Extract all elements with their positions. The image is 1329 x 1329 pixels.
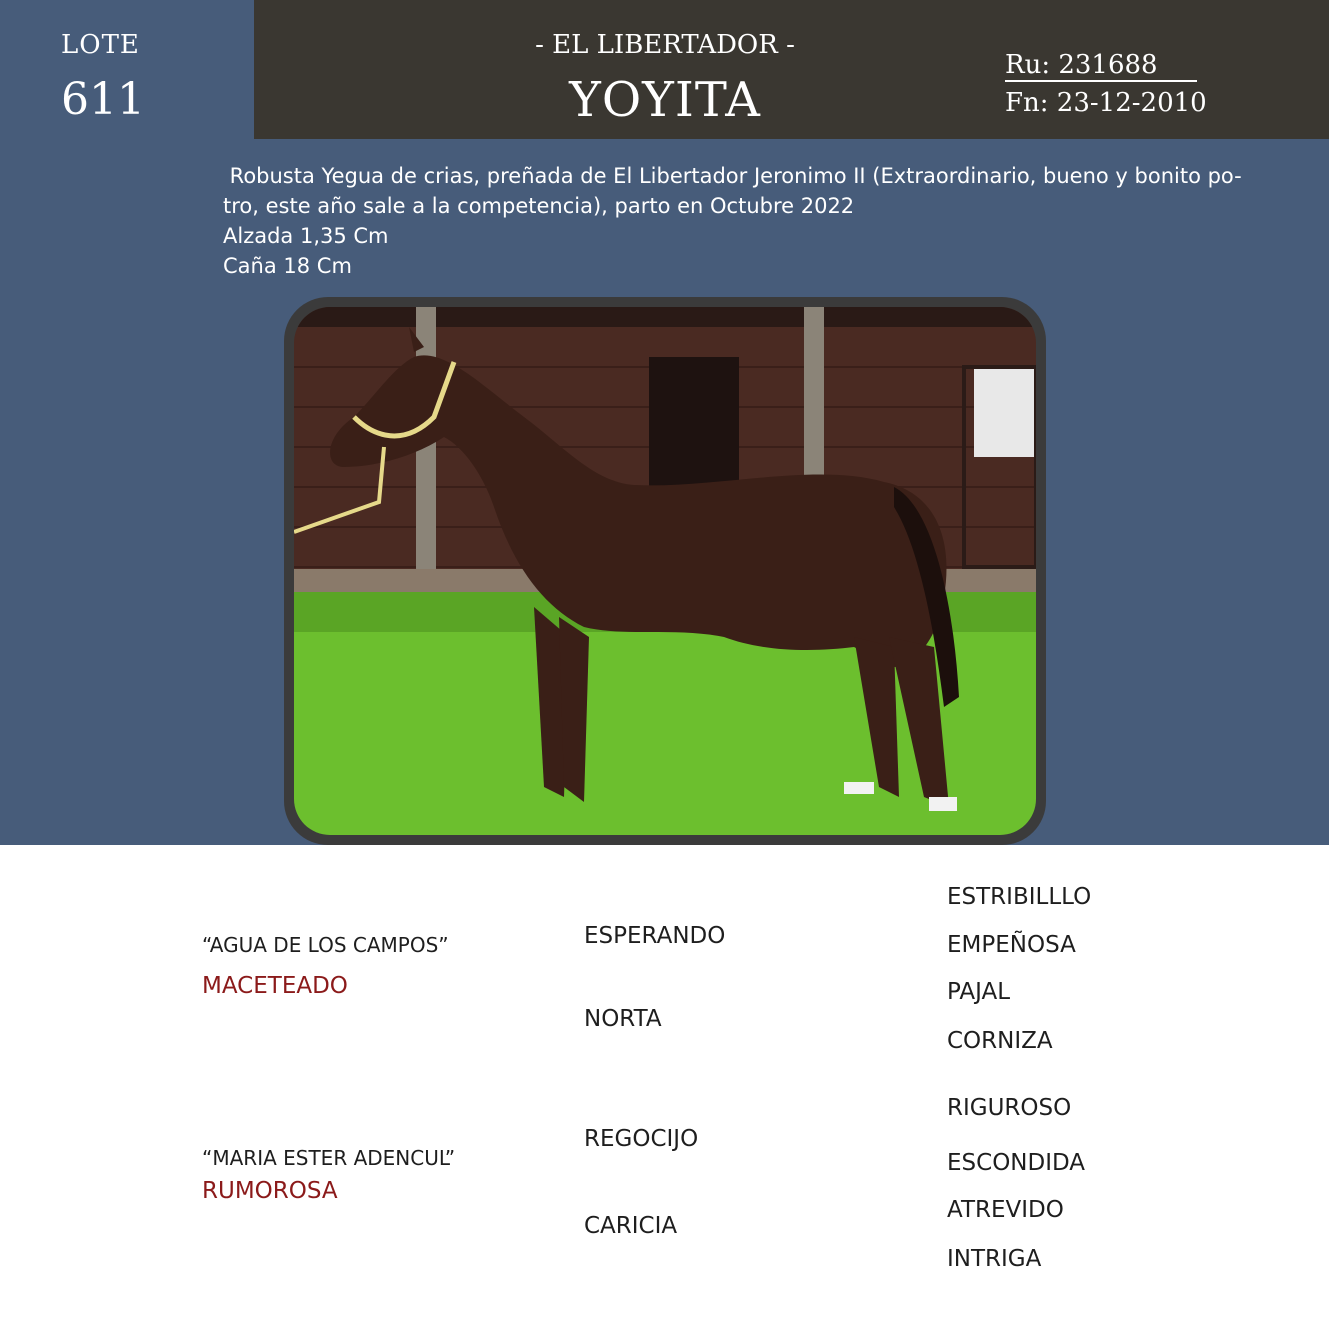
horse-name: YOYITA: [569, 72, 761, 128]
grandparent-name: REGOCIJO: [584, 1126, 699, 1152]
great-grandparent-name: CORNIZA: [947, 1028, 1053, 1054]
description-line: Robusta Yegua de crias, preñada de El Libertador Jeronimo II (Extraordinario, bueno y bonito po-: [223, 164, 1242, 188]
lote-box: [0, 0, 254, 139]
horse-photo: [294, 307, 1036, 835]
sire-name: MACETEADO: [202, 973, 348, 999]
cannon-line: Caña 18 Cm: [223, 254, 352, 278]
lote-number: 611: [61, 74, 145, 125]
description: [223, 161, 1242, 281]
great-grandparent-name: ESTRIBILLLO: [947, 884, 1092, 910]
great-grandparent-name: ATREVIDO: [947, 1197, 1064, 1223]
sire-alias: “AGUA DE LOS CAMPOS”: [202, 933, 449, 957]
lote-label: LOTE: [61, 30, 140, 60]
birth-date: Fn: 23-12-2010: [1005, 88, 1207, 118]
grandparent-name: NORTA: [584, 1006, 662, 1032]
height-line: Alzada 1,35 Cm: [223, 224, 389, 248]
dam-alias: “MARIA ESTER ADENCUL”: [202, 1146, 456, 1170]
great-grandparent-name: INTRIGA: [947, 1246, 1042, 1272]
great-grandparent-name: ESCONDIDA: [947, 1150, 1086, 1176]
grandparent-name: CARICIA: [584, 1213, 678, 1239]
great-grandparent-name: RIGUROSO: [947, 1095, 1072, 1121]
dam-name: RUMOROSA: [202, 1178, 338, 1204]
great-grandparent-name: PAJAL: [947, 979, 1011, 1005]
description-line: tro, este año sale a la competencia), parto en Octubre 2022: [223, 194, 855, 218]
great-grandparent-name: EMPEÑOSA: [947, 932, 1076, 958]
horse-photo-illustration: [294, 307, 1036, 835]
grandparent-name: ESPERANDO: [584, 923, 726, 949]
registration-number: Ru: 231688: [1005, 50, 1197, 82]
breed-line: - EL LIBERTADOR -: [535, 30, 795, 60]
